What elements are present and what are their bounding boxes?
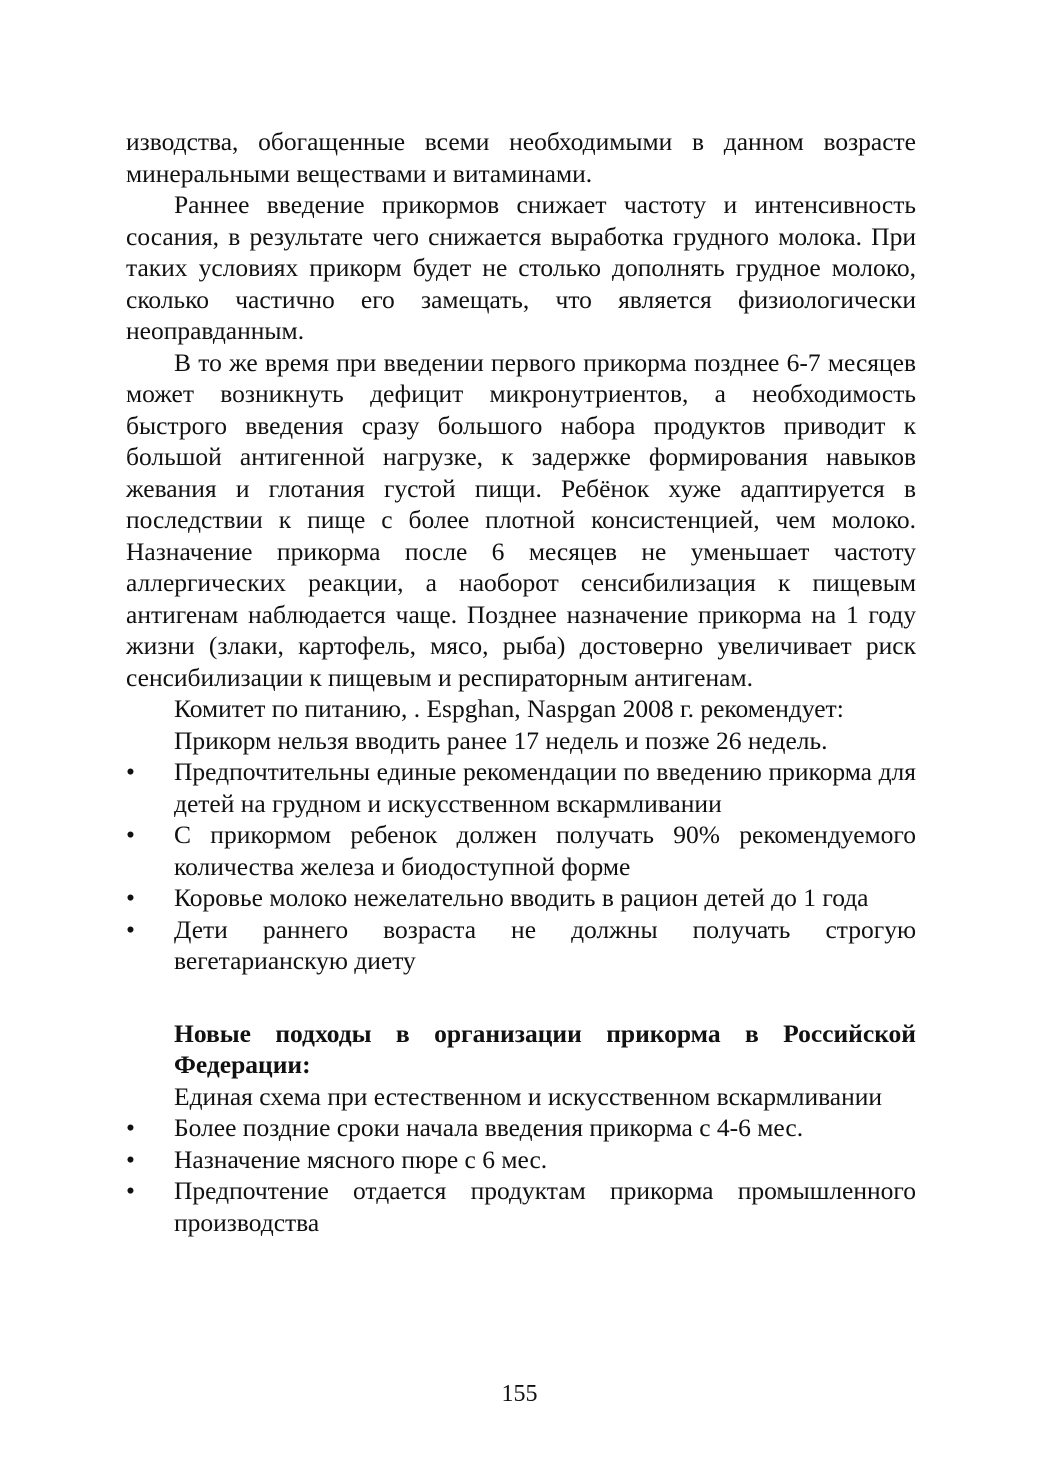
bullet-icon: • <box>126 1144 135 1174</box>
list-item <box>126 914 916 977</box>
section-heading: Новые подходы в организации прикорма в Российской Федерации: <box>174 1018 916 1079</box>
list-item <box>126 819 916 882</box>
recommendations-list <box>126 756 916 977</box>
page-body <box>126 126 916 1238</box>
committee-line: Комитет по питанию, . Espghan, Naspgan 2008 г. рекомендует: <box>174 694 844 723</box>
list-item-text: Дети раннего возраста не должны получать строгую вегетарианскую диету <box>174 914 916 975</box>
bullet-icon: • <box>126 757 135 786</box>
page-number: 155 <box>501 1381 538 1407</box>
section-list <box>126 1112 916 1238</box>
list-item <box>126 882 916 914</box>
bullet-icon: • <box>126 883 135 912</box>
list-item <box>126 1175 916 1238</box>
list-item <box>126 1112 916 1144</box>
bullet-icon: • <box>126 1113 135 1142</box>
bullet-icon: • <box>126 1176 135 1205</box>
section-intro: Единая схема при естественном и искусственном вскармливании <box>174 1081 883 1111</box>
list-item-text: Предпочтение отдается продуктам прикорма промышленного производства <box>174 1176 916 1237</box>
paragraph-late-introduction: В то же время при введении первого прикорма позднее 6-7 месяцев может возникнуть дефицит микронутриентов, а необходимость быстрого введения сразу большого набора продуктов приводит к большой антигенной нагрузке, к задержке формирования навыков жевания и глотания густой пищи. Ребёнок хуже адаптируется в последствии к пище с более плотной консистенцией, чем молоко. Назначение прикорма после 6 месяцев не уменьшает частоту аллергических реакции, а наоборот сенсибилизация к пищевым антигенам наблюдается чаще. Позднее назначение прикорма на 1 году жизни (злаки, картофель, мясо, рыба) достоверно увеличивает риск сенсибилизации к пищевым и респираторным антигенам. <box>126 347 916 692</box>
list-item-text: Предпочтительны единые рекомендации по введению прикорма для детей на грудном и искусственном вскармливании <box>174 757 916 818</box>
paragraph-early-introduction: Раннее введение прикормов снижает частоту и интенсивность сосания, в результате чего снижается выработка грудного молока. При таких условиях прикорм будет не столько дополнять грудное молоко, сколько частично его замещать, что является физиологически неоправданным. <box>126 190 916 345</box>
list-item-text: Назначение мясного пюре с 6 мес. <box>174 1144 548 1174</box>
list-item-text: Коровье молоко нежелательно вводить в рацион детей до 1 года <box>174 883 869 912</box>
recommendation-line: Прикорм нельзя вводить ранее 17 недель и позже 26 недель. <box>174 725 828 755</box>
bullet-icon: • <box>126 820 135 849</box>
bullet-icon: • <box>126 914 135 944</box>
paragraph-continuation: изводства, обогащенные всеми необходимыми в данном возрасте минеральными веществами и витаминами. <box>126 127 916 188</box>
list-item <box>126 1144 916 1176</box>
list-item-text: Более поздние сроки начала введения прикорма с 4-6 мес. <box>174 1113 804 1142</box>
list-item-text: С прикормом ребенок должен получать 90% рекомендуемого количества железа и биодоступной форме <box>174 820 916 881</box>
list-item <box>126 756 916 819</box>
